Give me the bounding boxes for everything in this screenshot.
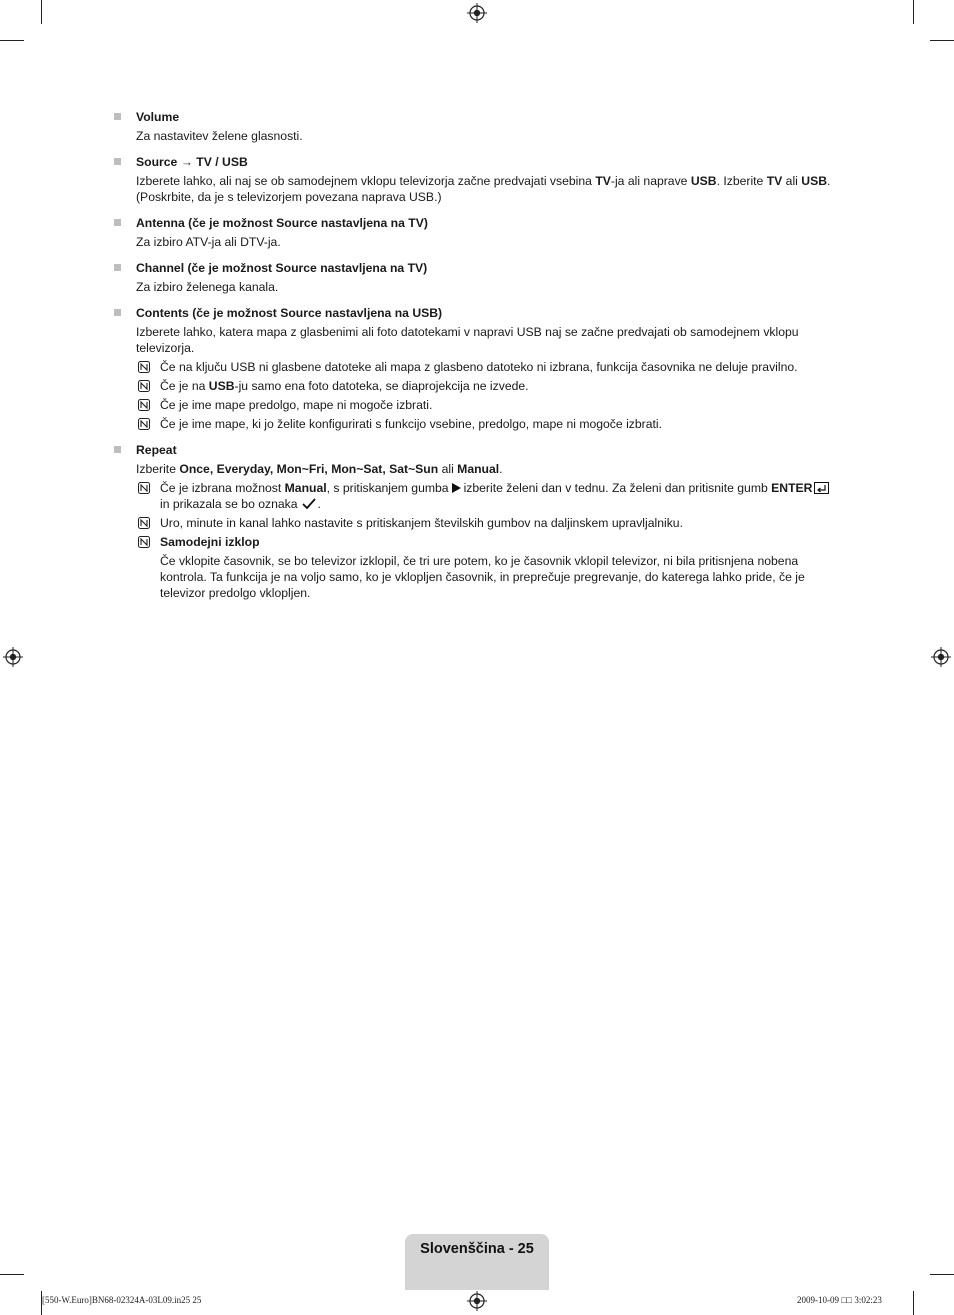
section-heading: Volume (136, 110, 180, 124)
section-description: Za izbiro želenega kanala. (136, 280, 279, 294)
note-icon (138, 418, 150, 430)
section-source (112, 154, 842, 205)
square-bullet-icon (114, 158, 121, 165)
checkmark-icon (302, 498, 316, 510)
note-icon (138, 399, 150, 411)
note-item (136, 534, 842, 601)
print-timestamp: 2009-10-09 □□ 3:02:23 (797, 1295, 882, 1305)
note-icon (138, 517, 150, 529)
section-heading: Channel (če je možnost Source nastavljena na TV) (136, 261, 428, 275)
play-triangle-icon (452, 483, 461, 493)
square-bullet-icon (114, 309, 121, 316)
crop-mark (913, 1291, 914, 1315)
note-icon (138, 482, 150, 494)
registration-mark-icon (931, 647, 951, 667)
section-antenna (112, 215, 842, 250)
right-arrow-icon: → (180, 155, 193, 169)
note-item: Uro, minute in kanal lahko nastavite s pritiskanjem številskih gumbov na daljinskem upravljalniku. (136, 515, 842, 531)
section-heading: Contents (če je možnost Source nastavljena na USB) (136, 306, 443, 320)
section-channel (112, 260, 842, 295)
note-icon (138, 361, 150, 373)
note-text: Če vklopite časovnik, se bo televizor izklopil, če tri ure potem, ko je časovnik vklopil televizor, ni bila pritisnjena nobena kontrola. Ta funkcija je na voljo samo, ko je vklopljen časovnik, in preprečuje pregrevanje, do katerega lahko pride, če je televizor predolgo vklopljen. (160, 554, 805, 600)
section-heading: Antenna (če je možnost Source nastavljena na TV) (136, 216, 428, 230)
crop-mark (930, 1274, 954, 1275)
section-heading: Source → TV / USB (136, 155, 248, 169)
section-heading: Repeat (136, 443, 177, 457)
square-bullet-icon (114, 446, 121, 453)
note-icon (138, 536, 150, 548)
note-item: Če na ključu USB ni glasbene datoteke ali mapa z glasbeno datoteko ni izbrana, funkcija časovnika ne deluje pravilno. (136, 359, 842, 375)
note-icon (138, 380, 150, 392)
note-item: Če je izbrana možnost Manual, s pritiskanjem gumba izberite želeni dan v tednu. Za želeni dan pritisnite gumb ENTER in prikazala se bo oznaka . (136, 480, 842, 512)
section-description: Izberite Once, Everyday, Mon~Fri, Mon~Sat, Sat~Sun ali Manual. (136, 462, 503, 476)
section-description: Za izbiro ATV-ja ali DTV-ja. (136, 235, 281, 249)
crop-mark (930, 40, 954, 41)
crop-mark (913, 0, 914, 24)
enter-icon (814, 482, 829, 494)
section-description: Izberete lahko, katera mapa z glasbenimi ali foto datotekami v napravi USB naj se začne predvajati ob samodejnem vklopu televizorja. (136, 325, 799, 355)
crop-mark (0, 40, 24, 41)
square-bullet-icon (114, 264, 121, 271)
registration-mark-icon (3, 647, 23, 667)
note-heading: Samodejni izklop (160, 535, 260, 549)
note-item: Če je ime mape predolgo, mape ni mogoče izbrati. (136, 397, 842, 413)
square-bullet-icon (114, 113, 121, 120)
crop-mark (0, 1274, 24, 1275)
page-number-tab (405, 1234, 549, 1290)
registration-mark-icon (467, 3, 487, 23)
manual-content (112, 109, 842, 611)
crop-mark (41, 0, 42, 24)
registration-mark-icon (467, 1291, 487, 1311)
print-file-info: [550-W.Euro]BN68-02324A-03L09.in25 25 (42, 1295, 202, 1305)
note-item: Če je ime mape, ki jo želite konfigurirati s funkcijo vsebine, predolgo, mape ni mogoče izbrati. (136, 416, 842, 432)
page-label: Slovenščina - 25 (420, 1241, 534, 1257)
section-repeat (112, 442, 842, 601)
section-volume (112, 109, 842, 144)
section-description: Izberete lahko, ali naj se ob samodejnem vklopu televizorja začne predvajati vsebina TV-ja ali naprave USB. Izberite TV ali USB. (Poskrbite, da je s televizorjem povezana naprava USB.) (136, 174, 831, 204)
section-description: Za nastavitev želene glasnosti. (136, 129, 303, 143)
section-contents (112, 305, 842, 432)
square-bullet-icon (114, 219, 121, 226)
note-item: Če je na USB-ju samo ena foto datoteka, se diaprojekcija ne izvede. (136, 378, 842, 394)
